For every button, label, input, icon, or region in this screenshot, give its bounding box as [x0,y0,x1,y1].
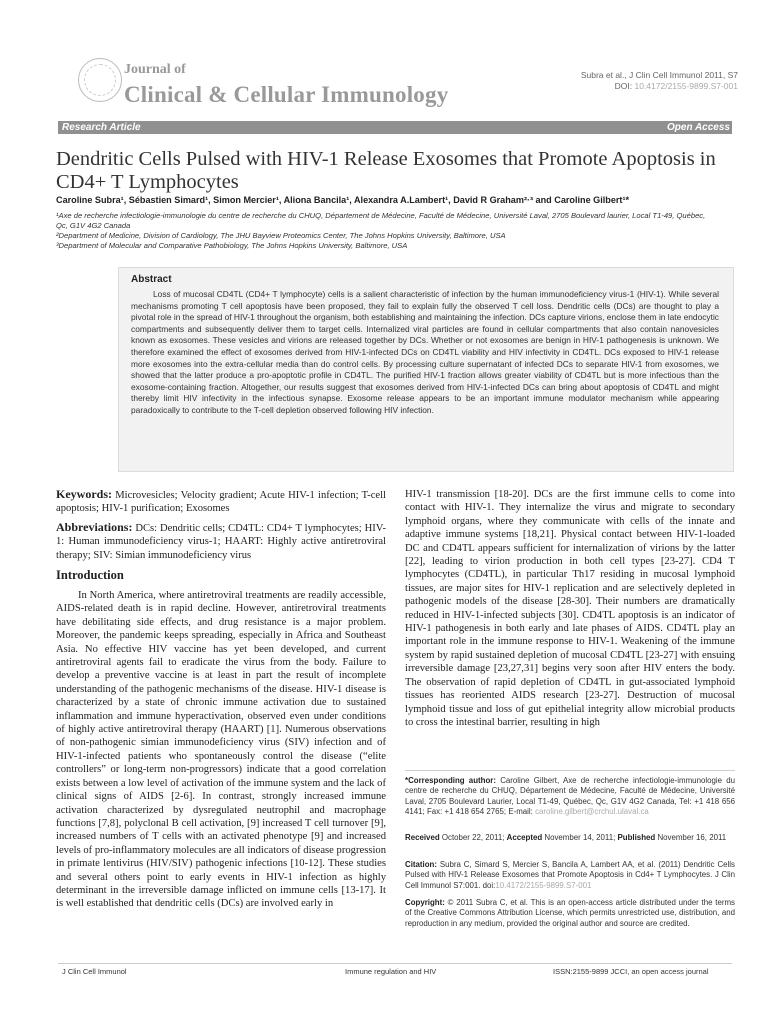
article-dates [405,833,735,843]
keywords-label: Keywords: [56,487,112,501]
published-date: November 16, 2011 [657,833,727,842]
affiliation-1: ¹Axe de recherche infectiologie-immunologie du centre de recherche du CHUQ, Département de Médecine, Faculté de Médecine, Université Laval, 2705 Boulevard laurier, Local T1-49, Québec, Qc, G1V 4G2 Canada [56,211,706,230]
footer-divider [58,963,732,964]
doi-link[interactable]: 10.4172/2155-9899.S7-001 [634,81,738,91]
article-type-label: Research Article [62,122,141,133]
abstract-heading: Abstract [131,274,172,285]
metadata-divider [405,770,735,771]
affiliation-3: ³Department of Molecular and Comparative Pathobiology, The Johns Hopkins University, Baltimore, USA [56,241,408,250]
citation-block [405,860,735,891]
published-label: Published [617,833,656,842]
journal-seal-logo [78,58,122,102]
keywords-text: Microvesicles; Velocity gradient; Acute HIV-1 infection; T-cell apoptosis; HIV-1 purification; Exosomes [56,490,386,515]
footer-issue-title: Immune regulation and HIV [345,967,437,976]
article-title: Dendritic Cells Pulsed with HIV-1 Release Exosomes that Promote Apoptosis in CD4+ T Lymphocytes [56,148,716,193]
accepted-label: Accepted [506,833,543,842]
accepted-date: November 14, 2011; [544,833,616,842]
copyright-label: Copyright: [405,898,445,907]
journal-of-label: Journal of [124,62,186,77]
footer-issn: ISSN:2155-9899 JCCI, an open access journal [553,967,709,976]
citation-label: Citation: [405,860,437,869]
affiliations [56,211,716,251]
open-access-label: Open Access [667,122,730,133]
abbreviations [56,521,386,562]
corresponding-author [405,776,735,818]
keywords [56,488,386,516]
doi-label: DOI: [614,81,633,91]
copyright-block [405,898,735,929]
corresponding-text: Caroline Gilbert, Axe de recherche infectiologie-immunologie du centre de recherche du CHUQ, Département de Médecine, Faculté de Médecine, Université Laval, 2705 Boulevard Laurier, Local T1-49, Québec, Qc, G1V 4G2 Canada, Tel: +1 418 656 4141; Fax: +1 418 654 2765; E-mail: [405,776,735,817]
corresponding-label: *Corresponding author: [405,776,496,785]
article-type-banner [58,121,732,134]
abbreviations-text: DCs: Dendritic cells; CD4TL: CD4+ T lymphocytes; HIV-1: Human immunodeficiency virus-1; HAART: Highly active antiretroviral therapy; SIV: Simian immunodeficiency virus [56,523,386,561]
footer-journal: J Clin Cell Immunol [62,967,127,976]
doi-line [581,81,738,92]
author-list: Caroline Subra¹, Sébastien Simard¹, Simon Mercier¹, Aliona Bancila¹, Alexandra A.Lambert¹, David R Graham²·³ and Caroline Gilbert¹* [56,195,630,205]
journal-name: Clinical & Cellular Immunology [124,82,449,107]
abbreviations-label: Abbreviations: [56,520,133,534]
citation-header [581,70,738,92]
corresponding-email-link[interactable]: caroline.gilbert@crchul.ulaval.ca [535,807,649,817]
citation-doi-link[interactable]: 10.4172/2155-9899.S7-001 [495,880,592,890]
cite-short: Subra et al., J Clin Cell Immunol 2011, S7 [580,70,738,80]
introduction-text: In North America, where antiretroviral treatments are readily accessible, AIDS-related death is in rapid decline. However, antiretroviral treatments have debilitating side effects, and drug resistance is a major problem. Moreover, the pandemic keeps spreading, especially in Africa and Southeast Asia. No effective HIV vaccine has yet been developed, and current antiretroviral agents fail to eradicate the virus from the body. Failure to develop a preventive vaccine is at least in part the result of incomplete understanding of the pathogenic mechanisms of the disease. HIV-1 disease is characterized by a state of chronic immune activation due to sustained inflammation and immune hyperactivation, observed even under conditions of highly active antiretroviral therapy (HAART) [1]. Numerous observations of non-pathogenic simian immunodeficiency virus (SIV) infection and of HIV-1-infected patients who spontaneously control the disease (“elite controllers” or long-term non-progressors) indicate that a good correlation exists between a low level of activation of the immune system and the lack of clinical signs of AIDS [2-6]. In contrast, strongly increased immune activation characterized by dysregulated neutrophil and macrophage functions [7,8], polyclonal B cell activation, [9] increased T cell turnover [9], increased numbers of T cells with an activated phenotype [9] and increased levels of pro-inflammatory molecules are all indicators of disease progression in primate lentivirus (HIV/SIV) pathogenic infections [10-12]. These studies and several others point to early events in HIV-1 infection as highly determinant in the irreversible damage inflicted on immune cells [13-17]. It is well established that dendritic cells (DCs) are involved early in [56,590,386,910]
introduction-heading: Introduction [56,568,124,582]
received-label: Received [405,833,440,842]
citation-text: Subra C, Simard S, Mercier S, Bancila A, Lambert AA, et al. (2011) Dendritic Cells Pulsed with HIV-1 Release Exosomes that Promote Apoptosis in Cd4+ T Lymphocytes. J Clin Cell Immunol S7:001. doi: [405,860,735,890]
affiliation-2: ²Department of Medicine, Division of Cardiology, The JHU Bayview Proteomics Center, The Johns Hopkins University, Baltimore, USA [56,231,506,240]
received-date: October 22, 2011; [441,833,505,842]
introduction-text-continued: HIV-1 transmission [18-20]. DCs are the first immune cells to come into contact with HIV-1. They internalize the virus and migrate to secondary lymphoid organs, where they communicate with cells of the innate and adaptive immune systems [18,21]. Physical contact between HIV-1-loaded DC and CD4TL appears sufficient for internalization of virions by the latter [22], leading to virion production in both cell types [23-27]. CD4 T lymphocytes (CD4TL), in particular Th17 residing in mucosal lymphoid tissues, are major sites for HIV-1 replication and are selectively depleted in pathogenic models of the disease [28-30]. Their numbers are dramatically reduced in HIV-1-infected subjects [30]. CD4TL apoptosis is an indicator of HIV-1 pathogenesis in both early and late phases of AIDS. CD4TL play an important role in the immune response to HIV-1. Weakening of the immune system by rapid sustained depletion of mucosal CD4TL [23-27] with ensuing irreversible damage [23,27,31] begins very soon after HIV enters the body. The observation of rapid depletion of CD4TL in gut-associated lymphoid tissues has reoriented AIDS research [23-27]. Destruction of mucosal lymphoid tissue and loss of gut epithelial integrity allow microbial products to cross the intestinal barrier, resulting in high [405,489,735,728]
abstract-text: Loss of mucosal CD4TL (CD4+ T lymphocyte) cells is a salient characteristic of infection by the human immunodeficiency virus-1 (HIV-1). While several mechanisms promoting T cell apoptosis have been proposed, they fail to explain fully the observed T cell loss. Dendritic cells (DCs) are thought to play a pivotal role in the spread of HIV-1 throughout the organism, both establishing and maintaining the infection. DCs capture virions, enclose them in late endocytic compartments and subsequently deliver them to target cells. Internalized viral particles are found in cellular compartments that also contain nanovesicles known as exosomes. These vesicles and virions are released together by DCs. Whether or not exosomes are benign in HIV-1 pathogenesis is unknown. We therefore examined the effect of exosomes derived from HIV-1-infected DCs on CD4TL viability and HIV infectivity in CD4TL. DCs exposed to HIV-1 release more exosomes into the extra-cellular media than do control cells. By processing culture supernatant of infected DCs to separate HIV-1 from exosomes, we showed that the latter produce a pro-apoptotic profile in CD4TL. The purified HIV-1 fraction allows greater viability of CD4TL but is more infectious than the exosome-containing fraction. Altogether, our results suggest that exosomes derived from HIV-1-infected DCs can bring about apoptosis of CD4TL and might thereby limit HIV infectivity in the infectious synapse. Exosome release appears to be an important immune modulator mechanism while appearing paradoxically to contribute to the T-cell depletion observed following HIV infection. [131,289,719,415]
copyright-text: © 2011 Subra C, et al. This is an open-access article distributed under the terms of the Creative Commons Attribution License, which permits unrestricted use, distribution, and reproduction in any medium, provided the original author and source are credited. [405,898,735,928]
